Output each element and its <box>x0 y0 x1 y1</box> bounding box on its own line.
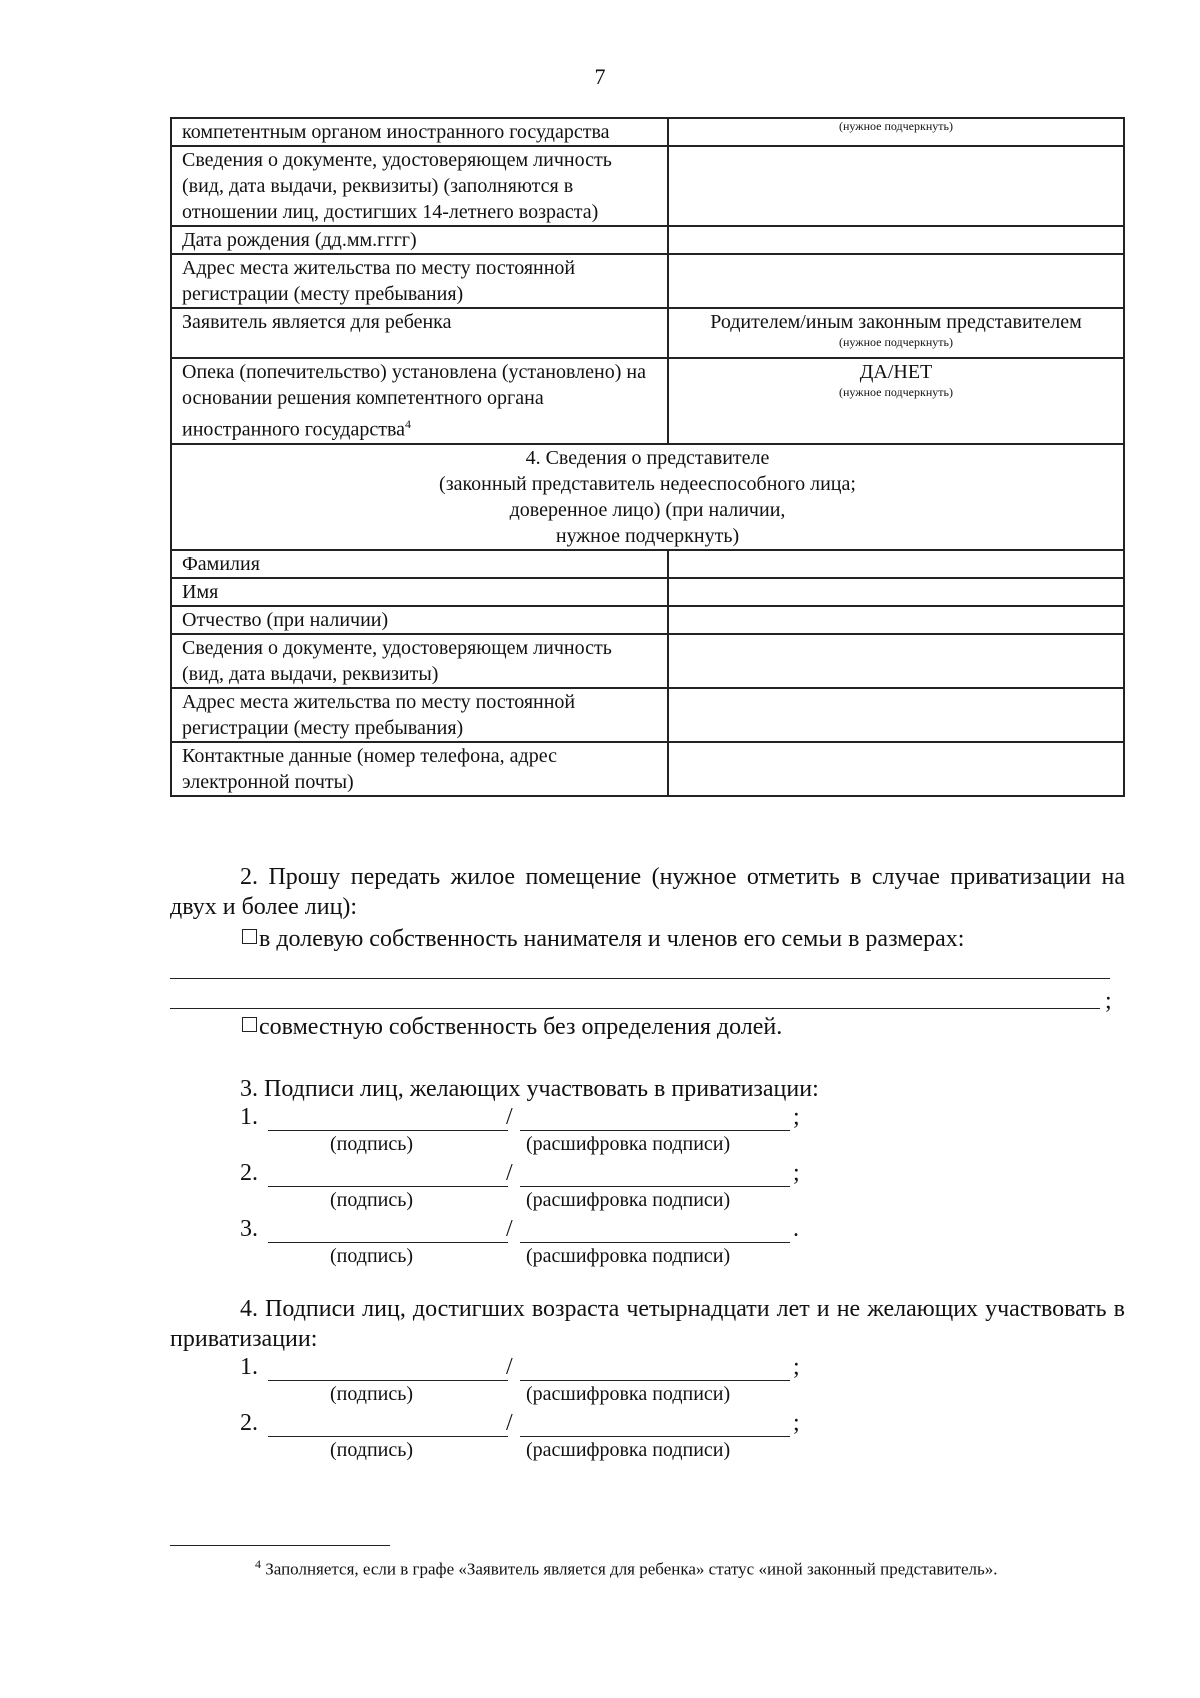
signature-caption: (подпись) <box>330 1439 414 1461</box>
signature-line[interactable] <box>268 1186 508 1187</box>
option-shared-label: в долевую собственность нанимателя и членов его семьи в размерах: <box>259 926 965 952</box>
slash: / <box>506 1354 513 1380</box>
option-joint[interactable] <box>170 1012 1197 1042</box>
row-number: 1. <box>240 1104 258 1130</box>
transcript-caption: (расшифровка подписи) <box>526 1439 731 1461</box>
row-value[interactable] <box>668 742 1124 796</box>
non-participants-heading <box>170 1294 1125 1354</box>
footnote-number: 4 <box>255 1557 261 1571</box>
row-value[interactable] <box>668 146 1124 226</box>
underline-note: (нужное подчеркнуть) <box>839 335 953 349</box>
row-label: Отчество (при наличии) <box>171 606 668 634</box>
checkbox-icon[interactable] <box>242 929 257 944</box>
row-label: Сведения о документе, удостоверяющем личность (вид, дата выдачи, реквизиты) (заполняются в отношении лиц, достигших 14-летнего возраста) <box>171 146 668 226</box>
row-label: Адрес места жительства по месту постоянной регистрации (месту пребывания) <box>171 254 668 308</box>
row-value[interactable] <box>668 358 1124 444</box>
transcript-caption: (расшифровка подписи) <box>526 1245 731 1267</box>
row-number: 1. <box>240 1354 258 1380</box>
row-end: ; <box>793 1354 800 1380</box>
signature-caption: (подпись) <box>330 1133 414 1155</box>
table-row <box>171 688 1124 742</box>
table-row <box>171 146 1124 226</box>
checkbox-icon[interactable] <box>242 1017 257 1032</box>
row-value[interactable] <box>668 308 1124 358</box>
row-end: ; <box>793 1160 800 1186</box>
table-row <box>171 550 1124 578</box>
transcript-line[interactable] <box>520 1436 790 1437</box>
row-number: 3. <box>240 1216 258 1242</box>
signature-caption: (подпись) <box>330 1383 414 1405</box>
row-number: 2. <box>240 1160 258 1186</box>
table-row <box>171 118 1124 146</box>
table-row <box>171 742 1124 796</box>
underline-note: (нужное подчеркнуть) <box>839 119 953 133</box>
row-label: компетентным органом иностранного государства <box>171 118 668 146</box>
footnote-divider <box>170 1545 390 1546</box>
transcript-caption: (расшифровка подписи) <box>526 1133 731 1155</box>
parent-option: Родителем/иным законным представителем <box>710 311 1082 333</box>
slash: / <box>506 1160 513 1186</box>
row-label: Дата рождения (дд.мм.гггг) <box>171 226 668 254</box>
signature-caption: (подпись) <box>330 1189 414 1211</box>
transfer-text: передать жилое помещение (нужное отметить в случае приватизации на двух и более лиц): <box>170 864 1126 920</box>
underline-note: (нужное подчеркнуть) <box>839 385 953 399</box>
section-subtitle: нужное подчеркнуть) <box>555 524 740 547</box>
transfer-paragraph <box>170 862 1125 922</box>
row-value[interactable] <box>668 118 1124 146</box>
slash: / <box>506 1104 513 1130</box>
row-value[interactable] <box>668 226 1124 254</box>
fill-line[interactable] <box>170 1008 1100 1009</box>
row-number: 2. <box>240 1410 258 1436</box>
section-title: 4. Сведения о представителе <box>525 446 770 469</box>
signature-line[interactable] <box>268 1130 508 1131</box>
table-row <box>171 634 1124 688</box>
row-label: Имя <box>171 578 668 606</box>
slash: / <box>506 1410 513 1436</box>
table-row <box>171 358 1124 444</box>
transfer-lead: 2. Прошу <box>240 864 341 890</box>
signature-line[interactable] <box>268 1436 508 1437</box>
transcript-caption: (расшифровка подписи) <box>526 1189 731 1211</box>
signature-line[interactable] <box>268 1242 508 1243</box>
section-subtitle: (законный представитель недееспособного лица; <box>439 472 856 495</box>
guardianship-label: Опека (попечительство) установлена (установлено) на основании решения компетентного органа иностранного государства <box>182 361 646 441</box>
table-row <box>171 254 1124 308</box>
transcript-line[interactable] <box>520 1186 790 1187</box>
table-row <box>171 444 1124 550</box>
table-row <box>171 606 1124 634</box>
row-value[interactable] <box>668 606 1124 634</box>
row-end: ; <box>793 1410 800 1436</box>
table-row <box>171 308 1124 358</box>
row-value[interactable] <box>668 254 1124 308</box>
transcript-line[interactable] <box>520 1380 790 1381</box>
signature-line[interactable] <box>268 1380 508 1381</box>
row-end: . <box>793 1216 799 1242</box>
row-value[interactable] <box>668 634 1124 688</box>
signature-caption: (подпись) <box>330 1245 414 1267</box>
row-label <box>171 358 668 444</box>
transcript-line[interactable] <box>520 1242 790 1243</box>
applicant-table <box>170 117 1125 797</box>
table-row <box>171 578 1124 606</box>
row-label: Заявитель является для ребенка <box>171 308 668 358</box>
section-subtitle: доверенное лицо) (при наличии, <box>509 498 786 521</box>
transcript-caption: (расшифровка подписи) <box>526 1383 731 1405</box>
table-row <box>171 226 1124 254</box>
row-value[interactable] <box>668 578 1124 606</box>
section-heading <box>171 444 1124 550</box>
row-label: Адрес места жительства по месту постоянной регистрации (месту пребывания) <box>171 688 668 742</box>
option-joint-label: совместную собственность без определения долей. <box>259 1014 783 1040</box>
signatures-heading: 3. Подписи лиц, желающих участвовать в приватизации: <box>240 1076 819 1102</box>
yes-no-option: ДА/НЕТ <box>859 361 933 383</box>
slash: / <box>506 1216 513 1242</box>
row-label: Фамилия <box>171 550 668 578</box>
option-shared[interactable] <box>170 924 1197 954</box>
heading-text: лиц, достигших возраста четырнадцати лет и не желающих участвовать в приватизации: <box>170 1296 1125 1352</box>
footnote-ref: 4 <box>405 417 412 431</box>
row-value[interactable] <box>668 688 1124 742</box>
transcript-line[interactable] <box>520 1130 790 1131</box>
row-end: ; <box>793 1104 800 1130</box>
footnote-text: Заполняется, если в графе «Заявитель является для ребенка» статус «иной законный представитель». <box>265 1559 998 1579</box>
heading-lead: 4. Подписи <box>240 1296 356 1322</box>
line-end: ; <box>1105 988 1112 1014</box>
row-value[interactable] <box>668 550 1124 578</box>
fill-line[interactable] <box>170 978 1110 979</box>
row-label: Контактные данные (номер телефона, адрес электронной почты) <box>171 742 668 796</box>
footnote <box>170 1551 1125 1583</box>
page-number: 7 <box>594 64 606 89</box>
row-label: Сведения о документе, удостоверяющем личность (вид, дата выдачи, реквизиты) <box>171 634 668 688</box>
